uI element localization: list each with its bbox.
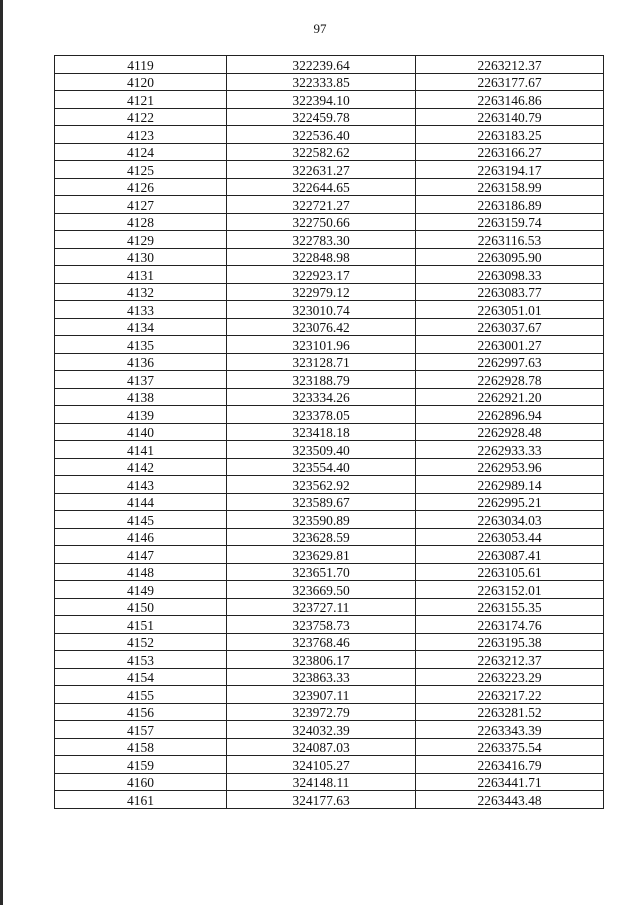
- y-coordinate-cell: 2263212.37: [416, 651, 604, 669]
- table-row: [55, 178, 604, 196]
- point-number-cell: 4143: [55, 476, 227, 494]
- point-number-cell: 4130: [55, 248, 227, 266]
- table-row: [55, 283, 604, 301]
- x-coordinate-cell: 323562.92: [227, 476, 416, 494]
- y-coordinate-cell: 2262933.33: [416, 441, 604, 459]
- y-coordinate-cell: 2263155.35: [416, 598, 604, 616]
- y-coordinate-cell: 2263186.89: [416, 196, 604, 214]
- point-number-cell: 4159: [55, 756, 227, 774]
- table-row: [55, 318, 604, 336]
- table-row: [55, 458, 604, 476]
- y-coordinate-cell: 2263195.38: [416, 633, 604, 651]
- x-coordinate-cell: 324032.39: [227, 721, 416, 739]
- point-number-cell: 4141: [55, 441, 227, 459]
- x-coordinate-cell: 322644.65: [227, 178, 416, 196]
- point-number-cell: 4158: [55, 738, 227, 756]
- y-coordinate-cell: 2263166.27: [416, 143, 604, 161]
- point-number-cell: 4128: [55, 213, 227, 231]
- table-row: [55, 126, 604, 144]
- point-number-cell: 4122: [55, 108, 227, 126]
- point-number-cell: 4127: [55, 196, 227, 214]
- x-coordinate-cell: 323758.73: [227, 616, 416, 634]
- point-number-cell: 4151: [55, 616, 227, 634]
- y-coordinate-cell: 2263443.48: [416, 791, 604, 809]
- y-coordinate-cell: 2263159.74: [416, 213, 604, 231]
- y-coordinate-cell: 2263098.33: [416, 266, 604, 284]
- x-coordinate-cell: 324177.63: [227, 791, 416, 809]
- point-number-cell: 4147: [55, 546, 227, 564]
- point-number-cell: 4160: [55, 773, 227, 791]
- table-row: [55, 773, 604, 791]
- y-coordinate-cell: 2263194.17: [416, 161, 604, 179]
- point-number-cell: 4140: [55, 423, 227, 441]
- table-row: [55, 546, 604, 564]
- x-coordinate-cell: 322783.30: [227, 231, 416, 249]
- table-row: [55, 423, 604, 441]
- scan-left-edge: [0, 0, 3, 905]
- table-row: [55, 56, 604, 74]
- x-coordinate-cell: 323076.42: [227, 318, 416, 336]
- y-coordinate-cell: 2262989.14: [416, 476, 604, 494]
- x-coordinate-cell: 322923.17: [227, 266, 416, 284]
- table-row: [55, 143, 604, 161]
- point-number-cell: 4150: [55, 598, 227, 616]
- x-coordinate-cell: 322536.40: [227, 126, 416, 144]
- x-coordinate-cell: 323101.96: [227, 336, 416, 354]
- table-row: [55, 388, 604, 406]
- point-number-cell: 4129: [55, 231, 227, 249]
- y-coordinate-cell: 2263001.27: [416, 336, 604, 354]
- y-coordinate-cell: 2263105.61: [416, 563, 604, 581]
- table-row: [55, 196, 604, 214]
- table-row: [55, 651, 604, 669]
- point-number-cell: 4134: [55, 318, 227, 336]
- point-number-cell: 4157: [55, 721, 227, 739]
- table-row: [55, 511, 604, 529]
- x-coordinate-cell: 323128.71: [227, 353, 416, 371]
- point-number-cell: 4156: [55, 703, 227, 721]
- point-number-cell: 4133: [55, 301, 227, 319]
- x-coordinate-cell: 323334.26: [227, 388, 416, 406]
- y-coordinate-cell: 2262928.78: [416, 371, 604, 389]
- y-coordinate-cell: 2263140.79: [416, 108, 604, 126]
- point-number-cell: 4146: [55, 528, 227, 546]
- x-coordinate-cell: 323972.79: [227, 703, 416, 721]
- y-coordinate-cell: 2262896.94: [416, 406, 604, 424]
- y-coordinate-cell: 2263177.67: [416, 73, 604, 91]
- y-coordinate-cell: 2263343.39: [416, 721, 604, 739]
- table-row: [55, 266, 604, 284]
- table-row: [55, 231, 604, 249]
- x-coordinate-cell: 324105.27: [227, 756, 416, 774]
- table-row: [55, 301, 604, 319]
- table-row: [55, 791, 604, 809]
- point-number-cell: 4120: [55, 73, 227, 91]
- x-coordinate-cell: 322721.27: [227, 196, 416, 214]
- point-number-cell: 4148: [55, 563, 227, 581]
- x-coordinate-cell: 323629.81: [227, 546, 416, 564]
- table-row: [55, 73, 604, 91]
- point-number-cell: 4136: [55, 353, 227, 371]
- table-row: [55, 668, 604, 686]
- x-coordinate-cell: 323378.05: [227, 406, 416, 424]
- y-coordinate-cell: 2262997.63: [416, 353, 604, 371]
- point-number-cell: 4119: [55, 56, 227, 74]
- point-number-cell: 4144: [55, 493, 227, 511]
- y-coordinate-cell: 2263083.77: [416, 283, 604, 301]
- y-coordinate-cell: 2263375.54: [416, 738, 604, 756]
- table-body: [55, 56, 604, 809]
- table-row: [55, 248, 604, 266]
- y-coordinate-cell: 2263281.52: [416, 703, 604, 721]
- point-number-cell: 4161: [55, 791, 227, 809]
- table-row: [55, 336, 604, 354]
- y-coordinate-cell: 2263037.67: [416, 318, 604, 336]
- x-coordinate-cell: 323669.50: [227, 581, 416, 599]
- y-coordinate-cell: 2263217.22: [416, 686, 604, 704]
- point-number-cell: 4153: [55, 651, 227, 669]
- x-coordinate-cell: 322979.12: [227, 283, 416, 301]
- table-row: [55, 406, 604, 424]
- table-row: [55, 598, 604, 616]
- y-coordinate-cell: 2263152.01: [416, 581, 604, 599]
- x-coordinate-cell: 324148.11: [227, 773, 416, 791]
- table-row: [55, 441, 604, 459]
- y-coordinate-cell: 2263223.29: [416, 668, 604, 686]
- x-coordinate-cell: 322333.85: [227, 73, 416, 91]
- y-coordinate-cell: 2263441.71: [416, 773, 604, 791]
- x-coordinate-cell: 323589.67: [227, 493, 416, 511]
- point-number-cell: 4137: [55, 371, 227, 389]
- y-coordinate-cell: 2262953.96: [416, 458, 604, 476]
- table-row: [55, 161, 604, 179]
- y-coordinate-cell: 2263116.53: [416, 231, 604, 249]
- table-row: [55, 371, 604, 389]
- point-number-cell: 4131: [55, 266, 227, 284]
- y-coordinate-cell: 2263146.86: [416, 91, 604, 109]
- x-coordinate-cell: 323628.59: [227, 528, 416, 546]
- x-coordinate-cell: 323806.17: [227, 651, 416, 669]
- x-coordinate-cell: 323768.46: [227, 633, 416, 651]
- table-row: [55, 581, 604, 599]
- x-coordinate-cell: 322459.78: [227, 108, 416, 126]
- y-coordinate-cell: 2262928.48: [416, 423, 604, 441]
- point-number-cell: 4145: [55, 511, 227, 529]
- y-coordinate-cell: 2263183.25: [416, 126, 604, 144]
- y-coordinate-cell: 2263174.76: [416, 616, 604, 634]
- y-coordinate-cell: 2262995.21: [416, 493, 604, 511]
- x-coordinate-cell: 322239.64: [227, 56, 416, 74]
- point-number-cell: 4121: [55, 91, 227, 109]
- point-number-cell: 4152: [55, 633, 227, 651]
- y-coordinate-cell: 2263212.37: [416, 56, 604, 74]
- point-number-cell: 4155: [55, 686, 227, 704]
- x-coordinate-cell: 323907.11: [227, 686, 416, 704]
- point-number-cell: 4149: [55, 581, 227, 599]
- table-row: [55, 493, 604, 511]
- x-coordinate-cell: 323554.40: [227, 458, 416, 476]
- table-row: [55, 616, 604, 634]
- x-coordinate-cell: 322582.62: [227, 143, 416, 161]
- x-coordinate-cell: 323188.79: [227, 371, 416, 389]
- point-number-cell: 4123: [55, 126, 227, 144]
- coordinates-table: [54, 55, 604, 809]
- table-row: [55, 738, 604, 756]
- y-coordinate-cell: 2263095.90: [416, 248, 604, 266]
- y-coordinate-cell: 2263158.99: [416, 178, 604, 196]
- x-coordinate-cell: 323863.33: [227, 668, 416, 686]
- x-coordinate-cell: 324087.03: [227, 738, 416, 756]
- point-number-cell: 4154: [55, 668, 227, 686]
- table-row: [55, 213, 604, 231]
- table-row: [55, 721, 604, 739]
- x-coordinate-cell: 322750.66: [227, 213, 416, 231]
- point-number-cell: 4142: [55, 458, 227, 476]
- x-coordinate-cell: 323651.70: [227, 563, 416, 581]
- x-coordinate-cell: 323509.40: [227, 441, 416, 459]
- table-row: [55, 108, 604, 126]
- x-coordinate-cell: 323727.11: [227, 598, 416, 616]
- x-coordinate-cell: 323010.74: [227, 301, 416, 319]
- table-row: [55, 528, 604, 546]
- point-number-cell: 4125: [55, 161, 227, 179]
- y-coordinate-cell: 2263034.03: [416, 511, 604, 529]
- y-coordinate-cell: 2263053.44: [416, 528, 604, 546]
- point-number-cell: 4135: [55, 336, 227, 354]
- page-number: 97: [313, 21, 327, 36]
- y-coordinate-cell: 2262921.20: [416, 388, 604, 406]
- x-coordinate-cell: 322394.10: [227, 91, 416, 109]
- table-row: [55, 633, 604, 651]
- table-row: [55, 476, 604, 494]
- point-number-cell: 4124: [55, 143, 227, 161]
- table-row: [55, 703, 604, 721]
- x-coordinate-cell: 323418.18: [227, 423, 416, 441]
- table-row: [55, 756, 604, 774]
- y-coordinate-cell: 2263087.41: [416, 546, 604, 564]
- table-row: [55, 686, 604, 704]
- x-coordinate-cell: 322848.98: [227, 248, 416, 266]
- x-coordinate-cell: 323590.89: [227, 511, 416, 529]
- point-number-cell: 4132: [55, 283, 227, 301]
- y-coordinate-cell: 2263416.79: [416, 756, 604, 774]
- table-row: [55, 563, 604, 581]
- point-number-cell: 4139: [55, 406, 227, 424]
- point-number-cell: 4126: [55, 178, 227, 196]
- x-coordinate-cell: 322631.27: [227, 161, 416, 179]
- y-coordinate-cell: 2263051.01: [416, 301, 604, 319]
- table-row: [55, 353, 604, 371]
- table-row: [55, 91, 604, 109]
- point-number-cell: 4138: [55, 388, 227, 406]
